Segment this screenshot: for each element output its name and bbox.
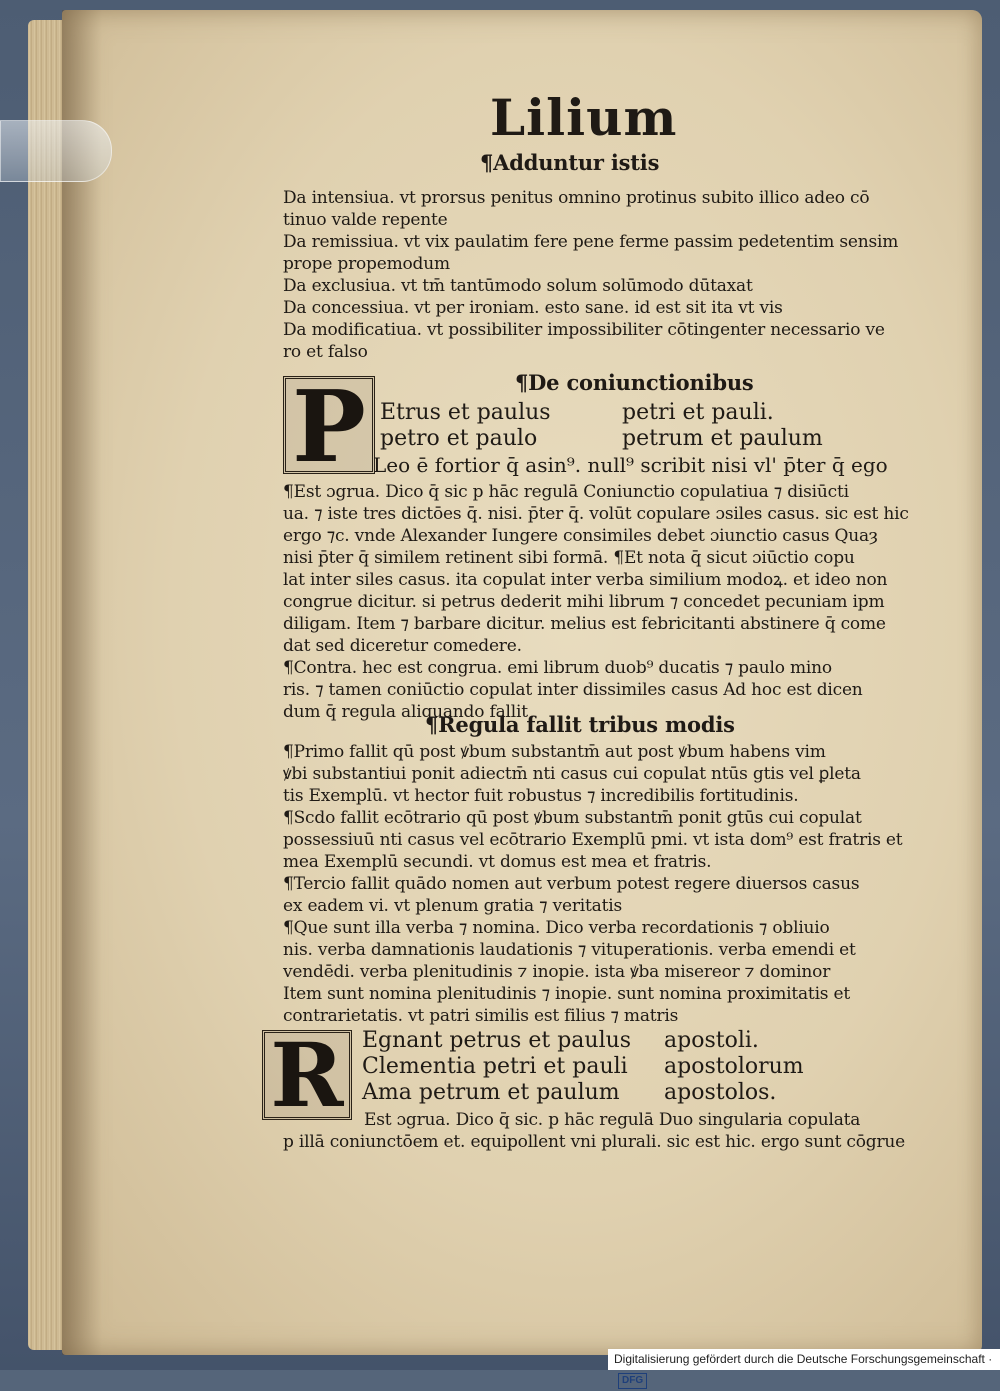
text-line: ris. ⁊ tamen coniūctio copulat inter dissimiles casus Ad hoc est dicen xyxy=(283,680,863,700)
text-line: p illā coniunctōem et. equipollent vni plurali. sic est hic. ergo sunt cōgrue xyxy=(283,1132,905,1152)
text-line: Est ɔgrua. Dico q̄ sic. p hāc regulā Duo singularia copulata xyxy=(364,1110,861,1130)
example-right: apostoli. xyxy=(664,1028,759,1053)
example-left: Clementia petri et pauli xyxy=(362,1054,628,1079)
example-left: Egnant petrus et paulus xyxy=(362,1028,632,1053)
example-right: petri et pauli. xyxy=(622,400,774,425)
example-right: apostolorum xyxy=(664,1054,804,1079)
text-line: ¶Primo fallit qū post ꝟbum substantm̄ aut post ꝟbum habens vim xyxy=(283,742,826,762)
text-line: prope propemodum xyxy=(283,254,450,274)
text-line: Da exclusiua. vt tm̄ tantūmodo solum solūmodo dūtaxat xyxy=(283,276,753,296)
text-line: ¶Que sunt illa verba ⁊ nomina. Dico verba recordationis ⁊ obliuio xyxy=(283,918,830,938)
text-line: lat inter siles casus. ita copulat inter verba similium modoꝝ. et ideo non xyxy=(283,570,888,590)
dfg-logo-icon: DFG xyxy=(618,1373,647,1389)
text-line: ¶Tercio fallit quādo nomen aut verbum potest regere diuersos casus xyxy=(283,874,860,894)
section-heading-coniunctionibus: ¶De coniunctionibus xyxy=(515,370,754,395)
text-line: Da modificatiua. vt possibiliter impossibiliter cōtingenter necessario ve xyxy=(283,320,885,340)
decorated-initial-r: R xyxy=(262,1030,352,1120)
text-line: Item sunt nomina plenitudinis ⁊ inopie. sunt nomina proximitatis et xyxy=(283,984,851,1004)
text-line-leo: Leo ē fortior q̄ asin⁹. null⁹ scribit nisi vl' p̄ter q̄ ego xyxy=(373,453,888,477)
funding-credit: Digitalisierung gefördert durch die Deutsche Forschungsgemeinschaft · xyxy=(614,1352,993,1366)
text-line: ex eadem vi. vt plenum gratia ⁊ veritatis xyxy=(283,896,622,916)
example-left: petro et paulo xyxy=(380,426,538,451)
text-line: ¶Scdo fallit ecōtrario qū post ꝟbum substantm̄ ponit gtūs cui copulat xyxy=(283,808,862,828)
text-line: tinuo valde repente xyxy=(283,210,448,230)
text-line: ergo ⁊c. vnde Alexander Iungere consimiles debet ɔiunctio casus Quaȝ xyxy=(283,526,878,546)
text-line: vendēdi. verba plenitudinis ⁊ inopie. ista ꝟba misereor ⁊ dominor xyxy=(283,962,831,982)
example-right: petrum et paulum xyxy=(622,426,823,451)
section-heading-adduntur: ¶Adduntur istis xyxy=(480,150,660,175)
text-line: ¶Est ɔgrua. Dico q̄ sic p hāc regulā Coniunctio copulatiua ⁊ disiūcti xyxy=(283,482,849,502)
digitization-credit-bar xyxy=(608,1349,1000,1386)
text-line: nis. verba damnationis laudationis ⁊ vituperationis. verba emendi et xyxy=(283,940,856,960)
text-line: nisi p̄ter q̄ similem retinent sibi formā. ¶Et nota q̄ sicut ɔiūctio copu xyxy=(283,548,855,568)
page-title: Lilium xyxy=(490,88,678,147)
text-line: Da intensiua. vt prorsus penitus omnino protinus subito illico adeo cō xyxy=(283,188,870,208)
text-line: mea Exemplū secundi. vt domus est mea et fratris. xyxy=(283,852,712,872)
text-line: Da concessiua. vt per ironiam. esto sane. id est sit ita vt vis xyxy=(283,298,783,318)
text-line: congrue dicitur. si petrus dederit mihi librum ⁊ concedet pecuniam ipm xyxy=(283,592,885,612)
text-line: contrarietatis. vt patri similis est filius ⁊ matris xyxy=(283,1006,679,1026)
text-line: Da remissiua. vt vix paulatim fere pene ferme passim pedetentim sensim xyxy=(283,232,899,252)
example-left: Ama petrum et paulum xyxy=(362,1080,620,1105)
text-line: possessiuū nti casus vel ecōtrario Exemplū pmi. vt ista dom⁹ est fratris et xyxy=(283,830,903,850)
example-right: apostolos. xyxy=(664,1080,777,1105)
decorated-initial-p: P xyxy=(283,376,375,474)
text-line: ua. ⁊ iste tres dictōes q̄. nisi. p̄ter q̄. volūt copulare ɔsiles casus. sic est hic xyxy=(283,504,909,524)
text-line: tis Exemplū. vt hector fuit robustus ⁊ incredibilis fortitudinis. xyxy=(283,786,799,806)
text-line: dum q̄ regula aliquando fallit xyxy=(283,702,528,722)
text-line: ro et falso xyxy=(283,342,368,362)
text-line: dat sed diceretur comedere. xyxy=(283,636,522,656)
section-heading-regula: ¶Regula fallit tribus modis xyxy=(425,712,735,737)
example-left: Etrus et paulus xyxy=(380,400,551,425)
text-line: ꝟbi substantiui ponit adiectm̄ nti casus cui copulat ntūs gtis vel ꝑleta xyxy=(283,764,861,784)
text-line: diligam. Item ⁊ barbare dicitur. melius est febricitanti abstinere q̄ come xyxy=(283,614,886,634)
text-line: ¶Contra. hec est congrua. emi librum duob⁹ ducatis ⁊ paulo mino xyxy=(283,658,832,678)
